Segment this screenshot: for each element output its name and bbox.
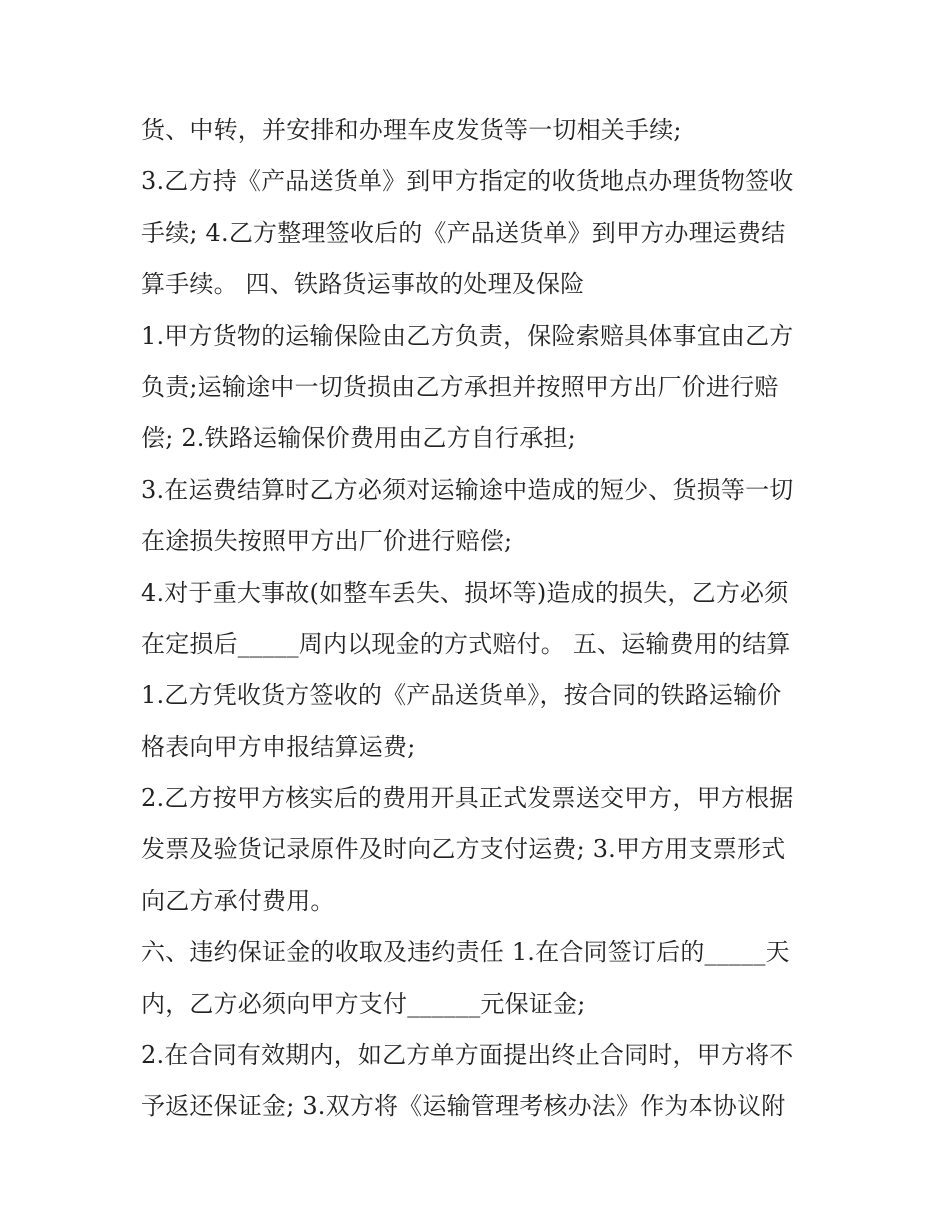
- text-line: 货、中转，并安排和办理车皮发货等一切相关手续;: [141, 116, 682, 144]
- text-line: 发票及验货记录原件及时向乙方支付运费; 3.甲方用支票形式: [141, 835, 786, 864]
- text-line: 在途损失按照甲方出厂价进行赔偿;: [141, 527, 513, 556]
- text-line: 4.对于重大事故(如整车丢失、损坏等)造成的损失，乙方必须: [141, 578, 789, 607]
- text-line: 3.乙方持《产品送货单》到甲方指定的收货地点办理货物签收: [141, 167, 794, 196]
- text-line: 格表向甲方申报结算运费;: [141, 732, 416, 761]
- text-line: 1.乙方凭收货方签收的《产品送货单》，按合同的铁路运输价: [141, 681, 782, 710]
- text-line: 在定损后_____周内以现金的方式赔付。 五、运输费用的结算: [141, 629, 791, 658]
- text-line: 1.甲方货物的运输保险由乙方负责，保险索赔具体事宜由乙方: [141, 321, 794, 350]
- text-line: 手续; 4.乙方整理签收后的《产品送货单》到甲方办理运费结: [141, 218, 786, 247]
- text-line: 2.在合同有效期内，如乙方单方面提出终止合同时，甲方将不: [141, 1041, 794, 1070]
- text-line: 予返还保证金; 3.双方将《运输管理考核办法》作为本协议附: [141, 1092, 786, 1121]
- text-line: 负责;运输途中一切货损由乙方承担并按照甲方出厂价进行赔: [141, 372, 779, 401]
- text-line: 六、违约保证金的收取及违约责任 1.在合同签订后的_____天: [141, 938, 790, 967]
- text-line: 偿; 2.铁路运输保价费用由乙方自行承担;: [141, 424, 576, 453]
- document-body: [141, 105, 821, 1133]
- text-line: 3.在运费结算时乙方必须对运输途中造成的短少、货损等一切: [141, 475, 794, 504]
- text-line: 内，乙方必须向甲方支付______元保证金;: [141, 989, 586, 1018]
- text-line: 算手续。 四、铁路货运事故的处理及保险: [141, 270, 585, 299]
- text-line: 向乙方承付费用。: [141, 886, 335, 915]
- text-line: 2.乙方按甲方核实后的费用开具正式发票送交甲方，甲方根据: [141, 784, 794, 813]
